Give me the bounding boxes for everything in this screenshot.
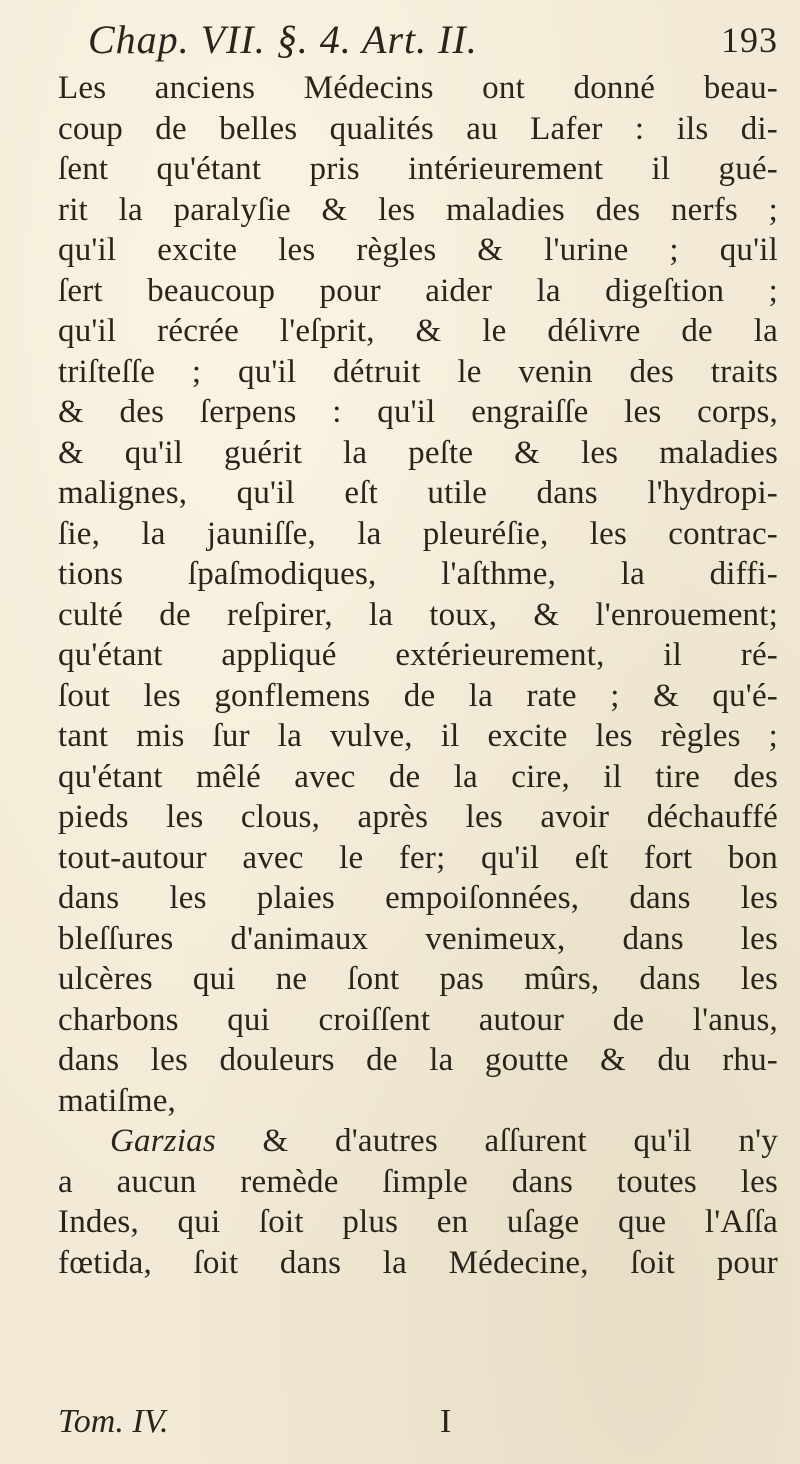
- signature-mark: I: [440, 1403, 452, 1440]
- text-line: ſie, la jauniſſe, la pleuréſie, les contrac-: [58, 515, 778, 552]
- text-line: Les anciens Médecins ont donné beau-: [58, 70, 778, 106]
- text-line: culté de reſpirer, la toux, & l'enrouement;: [58, 596, 778, 633]
- author-name: Garzias: [110, 1123, 216, 1159]
- text-line: & des ſerpens : qu'il engraiſſe les corps,: [58, 394, 778, 430]
- text-line: malignes, qu'il eſt utile dans l'hydropi-: [58, 475, 778, 511]
- page-footer: [58, 1402, 778, 1442]
- text-line: & qu'il guérit la peſte & les maladies: [58, 434, 778, 471]
- text-line: tout-autour avec le fer; qu'il eſt fort bon: [58, 839, 778, 876]
- text-line: triſteſſe ; qu'il détruit le venin des traits: [58, 353, 778, 390]
- text-line: pieds les clous, après les avoir déchauffé: [58, 799, 778, 835]
- paragraph-1: [58, 68, 778, 1121]
- text-fragment: & d'autres aſſurent qu'il n'y: [215, 1123, 778, 1159]
- text-line: rit la paralyſie & les maladies des nerfs ;: [58, 191, 778, 228]
- text-line: tant mis ſur la vulve, il excite les règles ;: [58, 718, 778, 754]
- running-header: [88, 8, 778, 72]
- text-line: dans les douleurs de la goutte & du rhu-: [58, 1042, 778, 1078]
- text-line: bleſſures d'animaux venimeux, dans les: [58, 920, 778, 957]
- running-head-title: Chap. VII. §. 4. Art. II.: [88, 17, 478, 62]
- page-number: 193: [721, 20, 778, 60]
- text-line: ulcères qui ne ſont pas mûrs, dans les: [58, 961, 778, 997]
- body-text: [58, 68, 778, 1283]
- text-line: qu'étant mêlé avec de la cire, il tire des: [58, 758, 778, 795]
- volume-marker: Tom. IV.: [58, 1403, 169, 1440]
- text-line: tions ſpaſmodiques, l'aſthme, la diffi-: [58, 556, 778, 592]
- text-line: ſent qu'étant pris intérieurement il gué-: [58, 151, 778, 187]
- text-line: charbons qui croiſſent autour de l'anus,: [58, 1001, 778, 1038]
- text-line: ſert beaucoup pour aider la digeſtion ;: [58, 272, 778, 309]
- paragraph-2: [58, 1121, 778, 1283]
- text-line: a aucun remède ſimple dans toutes les: [58, 1163, 778, 1200]
- text-line: qu'il excite les règles & l'urine ; qu'il: [58, 232, 778, 268]
- text-line-first: [58, 1121, 778, 1162]
- text-line: ſout les gonflemens de la rate ; & qu'é-: [58, 677, 778, 714]
- text-line: dans les plaies empoiſonnées, dans les: [58, 880, 778, 916]
- text-line: coup de belles qualités au Lafer : ils di-: [58, 110, 778, 147]
- text-line: Indes, qui ſoit plus en uſage que l'Aſſa: [58, 1204, 778, 1240]
- text-line: matiſme,: [58, 1082, 176, 1119]
- text-line: fœtida, ſoit dans la Médecine, ſoit pour: [58, 1244, 778, 1281]
- text-line: qu'il récrée l'eſprit, & le délivre de la: [58, 313, 778, 349]
- text-line: qu'étant appliqué extérieurement, il ré-: [58, 637, 778, 673]
